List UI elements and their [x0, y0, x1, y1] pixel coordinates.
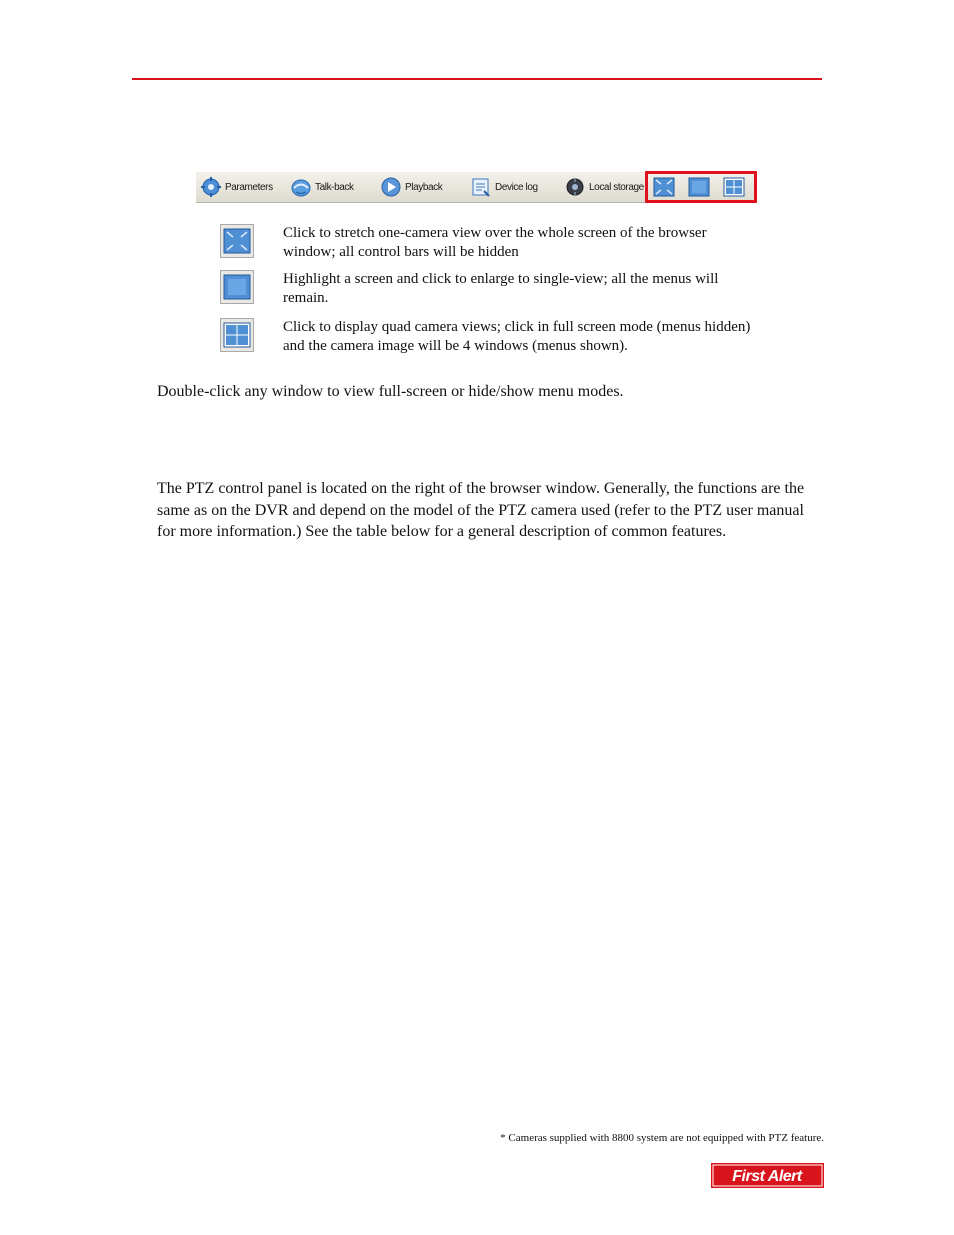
view-mode-buttons-highlight: [645, 171, 757, 203]
single-view-icon[interactable]: [688, 177, 710, 197]
svg-text:First Alert: First Alert: [732, 1168, 802, 1185]
toolbar-label: Device log: [495, 181, 538, 193]
single-view-icon: [220, 270, 254, 304]
double-click-note: Double-click any window to view full-screen or hide/show menu modes.: [157, 383, 624, 400]
ptz-paragraph: The PTZ control panel is located on the right of the browser window. Generally, the functions are the same as on the DVR and depend on the model of the PTZ camera used (refer to the PTZ user manual for more information.) See the table below for a general description of common features.: [157, 480, 805, 540]
local-storage-icon: [564, 176, 586, 198]
quad-view-icon: [220, 318, 254, 352]
legend-text: Click to stretch one-camera view over the whole screen of the browser window; all control bars will be hidden: [283, 225, 707, 260]
toolbar-screenshot: [196, 171, 756, 203]
legend-text: Highlight a screen and click to enlarge to single-view; all the menus will remain.: [283, 271, 719, 306]
header-rule: [132, 78, 822, 80]
playback-icon: [380, 176, 402, 198]
toolbar-label: Talk-back: [315, 181, 354, 193]
toolbar-item-device-log[interactable]: [470, 175, 538, 199]
legend-text: Click to display quad camera views; click in full screen mode (menus hidden) and the camera image will be 4 windows (menus shown).: [283, 319, 751, 354]
toolbar-item-parameters[interactable]: [200, 175, 273, 199]
toolbar-label: Parameters: [225, 181, 273, 193]
device-log-icon: [470, 176, 492, 198]
toolbar-item-local-storage[interactable]: [564, 175, 644, 199]
toolbar-item-playback[interactable]: [380, 175, 442, 199]
quad-view-icon[interactable]: [723, 177, 745, 197]
first-alert-logo: [711, 1163, 824, 1188]
fullscreen-view-icon[interactable]: [653, 177, 675, 197]
fullscreen-view-icon: [220, 224, 254, 258]
toolbar-label: Playback: [405, 181, 443, 193]
toolbar-label: Local storage: [589, 181, 644, 193]
talk-back-icon: [290, 176, 312, 198]
ptz-footnote: * Cameras supplied with 8800 system are not equipped with PTZ feature.: [500, 1132, 824, 1144]
toolbar-item-talk-back[interactable]: [290, 175, 354, 199]
parameters-icon: [200, 176, 222, 198]
